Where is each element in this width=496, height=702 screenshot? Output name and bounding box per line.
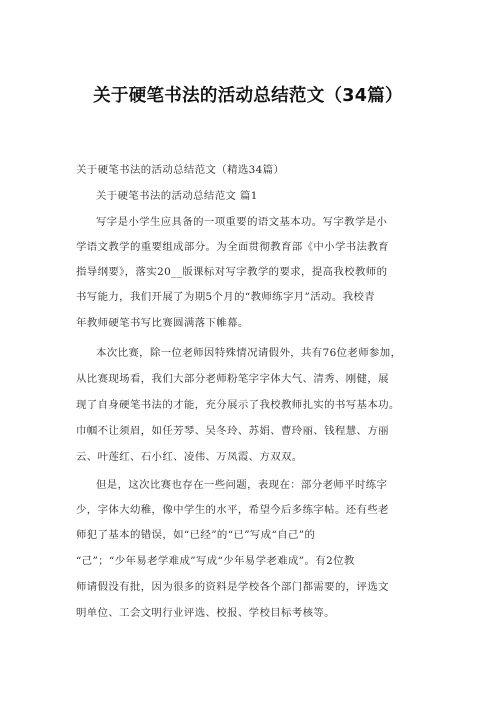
paragraph-line: 从比赛现场看，我们大部分老师粉笔字字体大气、清秀、刚健，展 — [76, 373, 389, 385]
paragraph-line: “己”；“少年易老学难成”写成“少年易学老难成”。有2位教 — [76, 555, 355, 567]
paragraph-line: 巾帼不让须眉，如任芳琴、吴冬玲、苏娟、曹玲丽、钱程慧、方丽 — [76, 425, 389, 437]
paragraph-line: 师犯了基本的错误，如“已经”的“已”写成“自己”的 — [76, 529, 316, 541]
paragraph-line: 少，字体大幼稚，像中学生的水平，希望今后多练字帖。还有些老 — [76, 504, 389, 516]
paragraph-line: 现了自身硬笔书法的才能，充分展示了我校教师扎实的书写基本功。 — [76, 399, 400, 411]
paragraph-line: 写字是小学生应具备的一项重要的语文基本功。写字教学是小 — [96, 216, 388, 228]
paragraph-line: 明单位、工会文明行业评选、校报、学校目标考核等。 — [76, 607, 335, 619]
paragraph-line: 书写能力，我们开展了为期5个月的“教师练字月”活动。我校青 — [76, 291, 375, 303]
section-heading: 关于硬笔书法的活动总结范文 篇1 — [96, 190, 258, 202]
paragraph-line: 本次比赛，除一位老师因特殊情况请假外，共有76位老师参加， — [96, 347, 402, 359]
paragraph-line: 年教师硬笔书写比赛圆满落下帷幕。 — [76, 317, 249, 329]
paragraph-line: 但是，这次比赛也存在一些问题，表现在：部分老师平时练字 — [96, 479, 388, 491]
paragraph-line: 指导纲要》，落实20__版课标对写字教学的要求，提高我校教师的 — [76, 266, 388, 278]
paragraph-line: 云、叶莲红、石小红、凌伟、万凤霞、方双双。 — [76, 451, 303, 463]
document-subtitle: 关于硬笔书法的活动总结范文（精选34篇） — [76, 164, 285, 176]
document-title: 关于硬笔书法的活动总结范文（34篇） — [93, 86, 403, 106]
paragraph-line: 师请假没有批，因为很多的资料是学校各个部门都需要的，评选文 — [76, 581, 389, 593]
paragraph-line: 学语文教学的重要组成部分。为全面贯彻教育部《中小学书法教育 — [76, 241, 389, 253]
